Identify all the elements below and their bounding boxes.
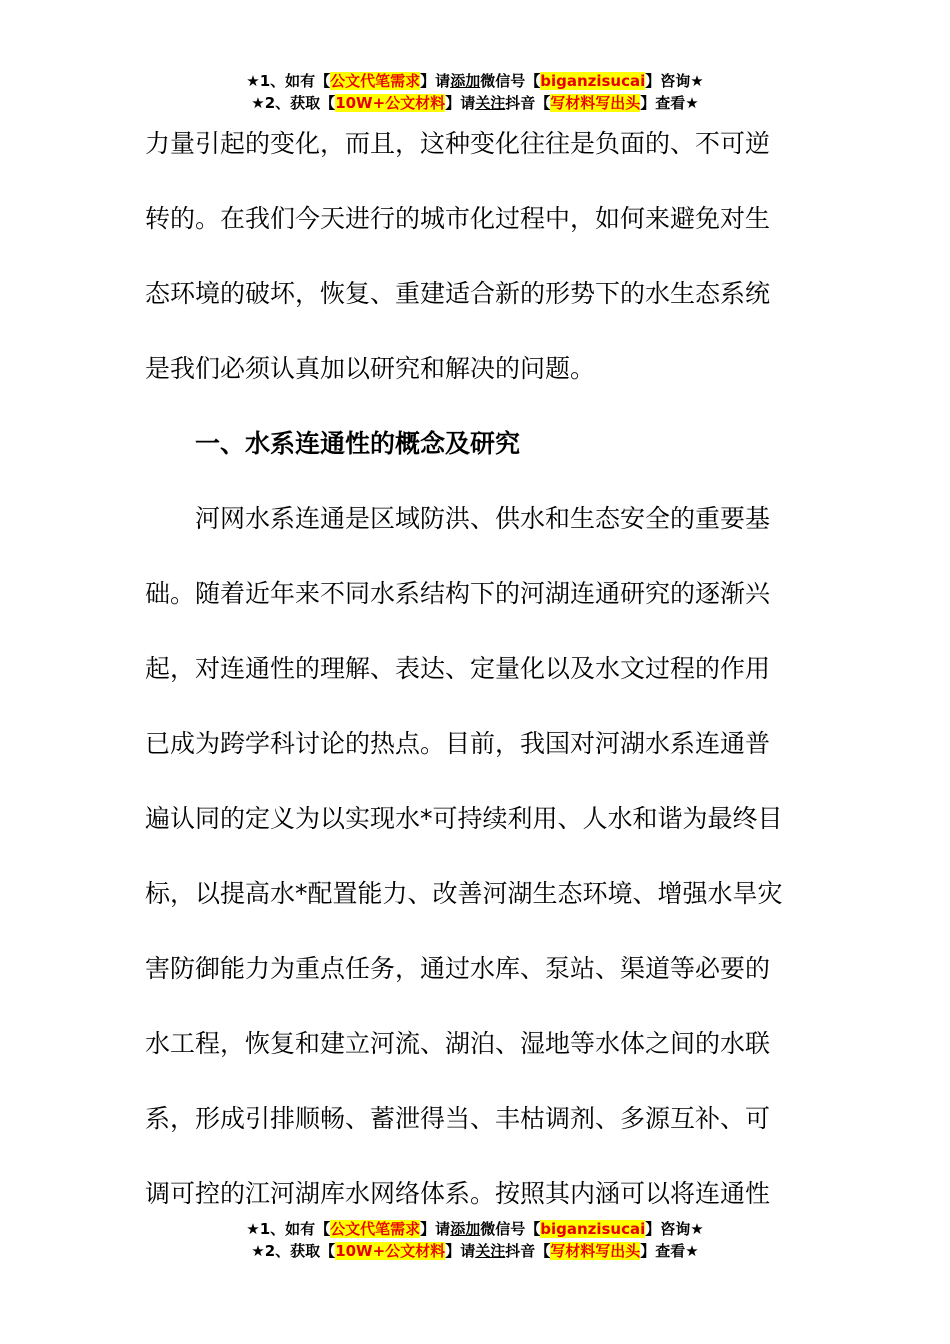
underlined-text: 关注 xyxy=(475,1242,506,1260)
banner-text: 微信号【 xyxy=(480,1220,541,1238)
banner-text: ★1、如有【 xyxy=(246,1220,331,1238)
banner-text: ★1、如有【 xyxy=(246,72,331,90)
underlined-text: 关注 xyxy=(475,94,506,112)
banner-line-1 xyxy=(0,70,950,92)
banner-text: 】请 xyxy=(445,94,476,112)
header-banner xyxy=(0,70,950,114)
paragraph-line: 河网水系连通是区域防洪、供水和生态安全的重要基 xyxy=(195,504,771,533)
underlined-text: 添加 xyxy=(450,1220,481,1238)
banner-line-1 xyxy=(0,1218,950,1240)
banner-line-2 xyxy=(0,1240,950,1262)
paragraph-line: 础。随着近年来不同水系结构下的河湖连通研究的逐渐兴 xyxy=(145,579,771,608)
footer-banner xyxy=(0,1218,950,1262)
paragraph-line: 调可控的江河湖库水网络体系。按照其内涵可以将连通性 xyxy=(145,1179,771,1208)
paragraph-line: 已成为跨学科讨论的热点。目前，我国对河湖水系连通普 xyxy=(145,729,771,758)
banner-text: ★2、获取【 xyxy=(251,1242,336,1260)
banner-text: 】咨询★ xyxy=(645,72,704,90)
paragraph-line: 遍认同的定义为以实现水*可持续利用、人水和谐为最终目 xyxy=(145,804,783,833)
paragraph-line: 水工程，恢复和建立河流、湖泊、湿地等水体之间的水联 xyxy=(145,1029,771,1058)
paragraph-line: 起，对连通性的理解、表达、定量化以及水文过程的作用 xyxy=(145,654,771,683)
banner-text: 抖音【 xyxy=(505,94,551,112)
banner-text: 微信号【 xyxy=(480,72,541,90)
highlight-text: biganzisucai xyxy=(540,72,646,90)
paragraph-line: 态环境的破坏，恢复、重建适合新的形势下的水生态系统 xyxy=(145,279,771,308)
highlight-text: 10W+公文材料 xyxy=(335,94,446,112)
highlight-text: 10W+公文材料 xyxy=(335,1242,446,1260)
paragraph-line: 是我们必须认真加以研究和解决的问题。 xyxy=(145,354,596,383)
highlight-text: 写材料写出头 xyxy=(550,1242,641,1260)
highlight-text: biganzisucai xyxy=(540,1220,646,1238)
paragraph-line: 转的。在我们今天进行的城市化过程中，如何来避免对生 xyxy=(145,204,771,233)
banner-text: 】查看★ xyxy=(640,1242,699,1260)
banner-text: 】请 xyxy=(445,1242,476,1260)
banner-text: 】请 xyxy=(420,72,451,90)
section-heading: 一、水系连通性的概念及研究 xyxy=(195,429,521,458)
banner-text: 】咨询★ xyxy=(645,1220,704,1238)
document-body xyxy=(145,113,810,1238)
banner-text: 】查看★ xyxy=(640,94,699,112)
banner-line-2 xyxy=(0,92,950,114)
paragraph-line: 标，以提高水*配置能力、改善河湖生态环境、增强水旱灾 xyxy=(145,879,783,908)
paragraph-line: 力量引起的变化，而且，这种变化往往是负面的、不可逆 xyxy=(145,129,771,158)
paragraph-line: 系，形成引排顺畅、蓄泄得当、丰枯调剂、多源互补、可 xyxy=(145,1104,771,1133)
banner-text: 抖音【 xyxy=(505,1242,551,1260)
underlined-text: 添加 xyxy=(450,72,481,90)
paragraph-line: 害防御能力为重点任务，通过水库、泵站、渠道等必要的 xyxy=(145,954,771,983)
highlight-text: 公文代笔需求 xyxy=(330,1220,421,1238)
banner-text: ★2、获取【 xyxy=(251,94,336,112)
highlight-text: 写材料写出头 xyxy=(550,94,641,112)
highlight-text: 公文代笔需求 xyxy=(330,72,421,90)
banner-text: 】请 xyxy=(420,1220,451,1238)
